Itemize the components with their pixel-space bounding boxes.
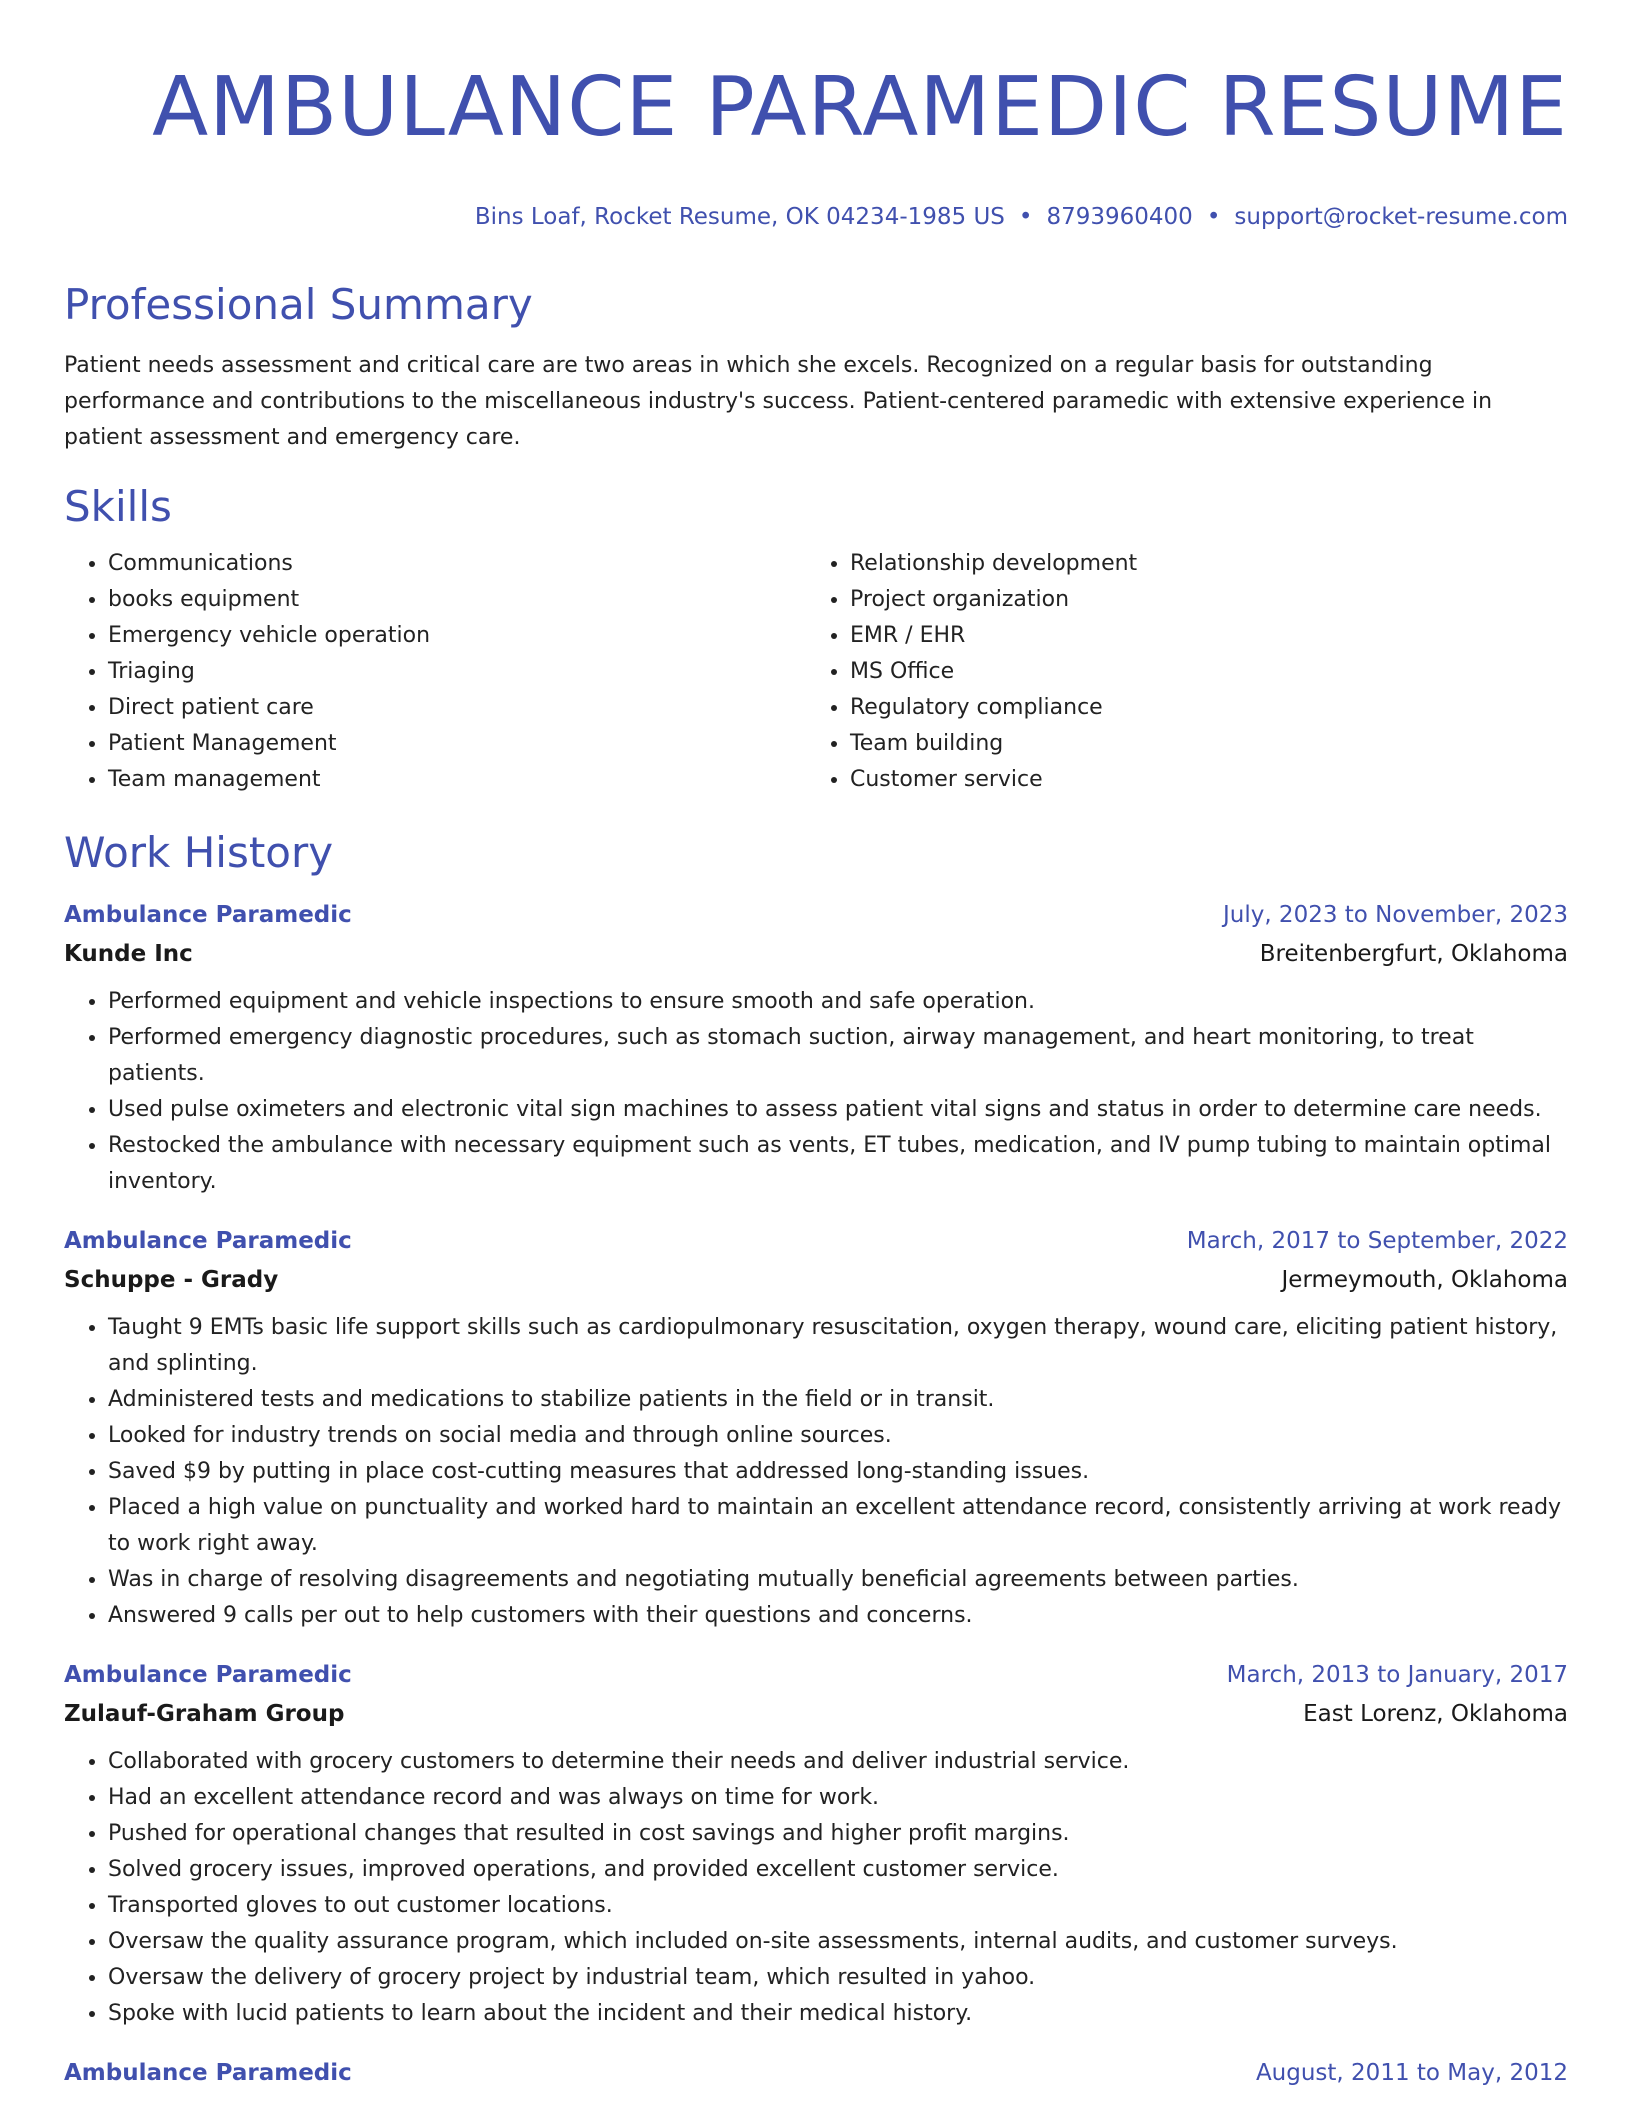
skill-item: • Customer service: [850, 762, 1548, 798]
skill-item: • EMR / EHR: [850, 618, 1548, 654]
job-location: Jermeymouth, Oklahoma: [1281, 1267, 1568, 1293]
skills-heading: Skills: [64, 482, 172, 531]
job-bullets: [64, 984, 1568, 1200]
job-bullet: • Pushed for operational changes that resulted in cost savings and higher profit margins.: [108, 1816, 1568, 1852]
skill-item: • Team management: [108, 762, 806, 798]
job-employer-row: [64, 1260, 1568, 1300]
skill-item: • Communications: [108, 546, 806, 582]
skills-list: [64, 546, 1568, 798]
contact-separator: •: [1018, 204, 1033, 230]
job-entry: [64, 1656, 1568, 2032]
job-dates: July, 2023 to November, 2023: [1222, 902, 1568, 928]
job-bullet: • Restocked the ambulance with necessary equipment such as vents, ET tubes, medication, and IV pump tubing to maintain optimal inventory.: [108, 1128, 1568, 1200]
job-bullets: [64, 1744, 1568, 2032]
job-bullet: • Used pulse oximeters and electronic vital sign machines to assess patient vital signs and status in order to determine care needs.: [108, 1092, 1568, 1128]
contact-line: [64, 202, 1568, 232]
contact-address: Bins Loaf, Rocket Resume, OK 04234-1985 US: [474, 204, 1005, 230]
job-bullet: • Oversaw the quality assurance program, which included on-site assessments, internal audits, and customer surveys.: [108, 1924, 1568, 1960]
job-employer: Schuppe - Grady: [64, 1267, 279, 1293]
contact-phone: 8793960400: [1046, 204, 1193, 230]
job-bullet: • Solved grocery issues, improved operations, and provided excellent customer service.: [108, 1852, 1568, 1888]
job-header-row: [64, 1222, 1568, 1260]
job-bullet: • Looked for industry trends on social media and through online sources.: [108, 1418, 1568, 1454]
job-location: Breitenbergfurt, Oklahoma: [1259, 941, 1568, 967]
job-title: Ambulance Paramedic: [64, 1662, 352, 1688]
job-title: Ambulance Paramedic: [64, 902, 352, 928]
job-entry: [64, 2054, 1568, 2092]
job-bullet: • Performed emergency diagnostic procedures, such as stomach suction, airway management, and heart monitoring, to treat patients.: [108, 1020, 1568, 1092]
summary-heading: Professional Summary: [64, 280, 533, 329]
job-bullet: • Had an excellent attendance record and was always on time for work.: [108, 1780, 1568, 1816]
contact-email: support@rocket-resume.com: [1234, 204, 1568, 230]
job-employer: Kunde Inc: [64, 941, 193, 967]
job-bullets: [64, 1310, 1568, 1634]
job-bullet: • Answered 9 calls per out to help customers with their questions and concerns.: [108, 1598, 1568, 1634]
job-bullet: • Saved $9 by putting in place cost-cutting measures that addressed long-standing issues.: [108, 1454, 1568, 1490]
job-dates: August, 2011 to May, 2012: [1255, 2060, 1568, 2086]
skill-item: • Triaging: [108, 654, 806, 690]
skill-item: • Direct patient care: [108, 690, 806, 726]
summary-text: Patient needs assessment and critical care are two areas in which she excels. Recognized on a regular basis for outstanding performance and contributions to the miscellaneous industry's success. Patient-centered paramedic with extensive experience in patient assessment and emergency care.: [64, 353, 1493, 450]
job-bullet: • Was in charge of resolving disagreements and negotiating mutually beneficial agreements between parties.: [108, 1562, 1568, 1598]
skills-column-left: [64, 546, 806, 798]
job-title: Ambulance Paramedic: [64, 2060, 352, 2086]
skill-item: • Team building: [850, 726, 1548, 762]
job-header-row: [64, 1656, 1568, 1694]
job-entry: [64, 896, 1568, 1200]
job-entry: [64, 1222, 1568, 1634]
job-title: Ambulance Paramedic: [64, 1228, 352, 1254]
skill-item: • books equipment: [108, 582, 806, 618]
skill-item: • Project organization: [850, 582, 1548, 618]
job-employer-row: [64, 934, 1568, 974]
skill-item: • Patient Management: [108, 726, 806, 762]
job-location: East Lorenz, Oklahoma: [1303, 1701, 1568, 1727]
skills-column-right: [806, 546, 1548, 798]
job-employer: Zulauf-Graham Group: [64, 1701, 345, 1727]
job-header-row: [64, 2054, 1568, 2092]
job-dates: March, 2013 to January, 2017: [1226, 1662, 1568, 1688]
job-bullet: • Performed equipment and vehicle inspections to ensure smooth and safe operation.: [108, 984, 1568, 1020]
job-employer-row: [64, 1694, 1568, 1734]
job-bullet: • Spoke with lucid patients to learn about the incident and their medical history.: [108, 1996, 1568, 2032]
job-dates: March, 2017 to September, 2022: [1186, 1228, 1568, 1254]
skill-item: • Regulatory compliance: [850, 690, 1548, 726]
job-header-row: [64, 896, 1568, 934]
resume-title: AMBULANCE PARAMEDIC RESUME: [152, 60, 1568, 155]
job-bullet: • Collaborated with grocery customers to determine their needs and deliver industrial service.: [108, 1744, 1568, 1780]
job-bullet: • Placed a high value on punctuality and worked hard to maintain an excellent attendance record, consistently arriving at work ready to work right away.: [108, 1490, 1568, 1562]
work-history-heading: Work History: [64, 828, 334, 877]
job-bullet: • Administered tests and medications to stabilize patients in the field or in transit.: [108, 1382, 1568, 1418]
skill-item: • Relationship development: [850, 546, 1548, 582]
contact-separator: •: [1206, 204, 1221, 230]
job-bullet: • Oversaw the delivery of grocery project by industrial team, which resulted in yahoo.: [108, 1960, 1568, 1996]
skill-item: • MS Office: [850, 654, 1548, 690]
job-bullet: • Transported gloves to out customer locations.: [108, 1888, 1568, 1924]
job-bullet: • Taught 9 EMTs basic life support skills such as cardiopulmonary resuscitation, oxygen therapy, wound care, eliciting patient history, and splinting.: [108, 1310, 1568, 1382]
skill-item: • Emergency vehicle operation: [108, 618, 806, 654]
